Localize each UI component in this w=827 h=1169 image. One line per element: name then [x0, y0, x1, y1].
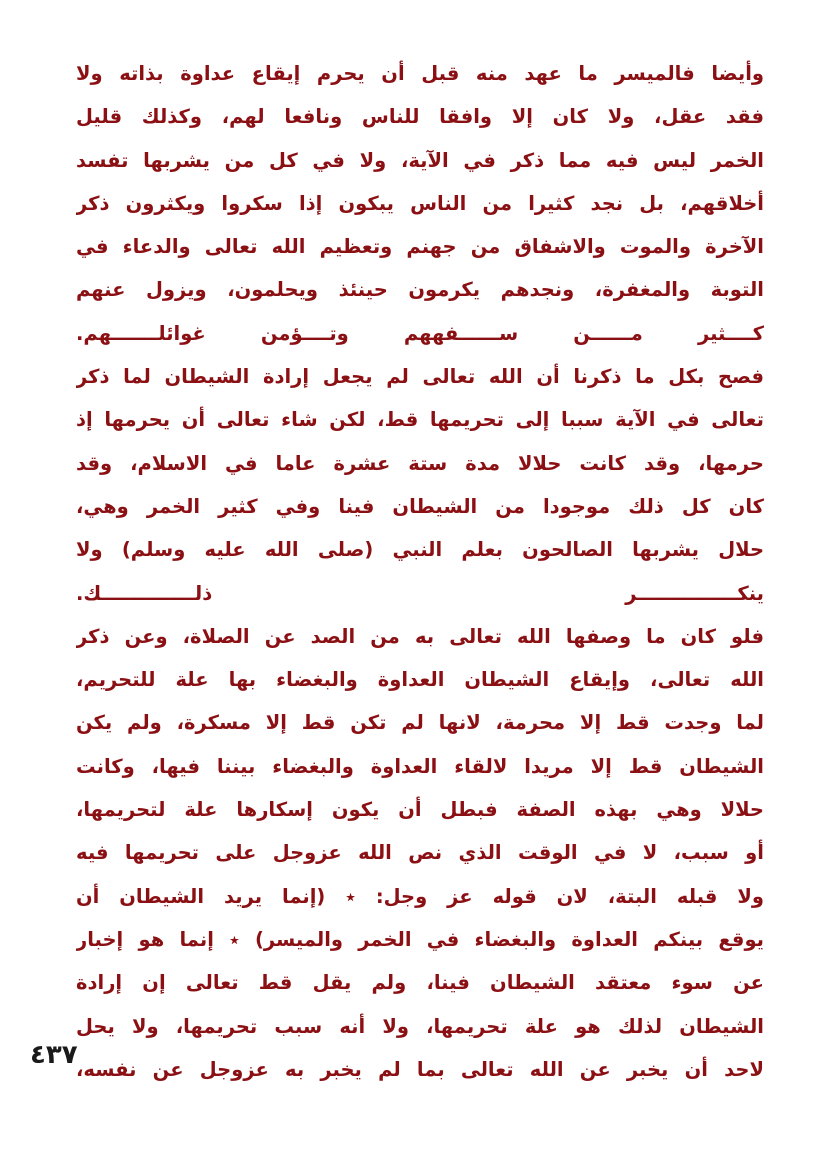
text-line: الشيطان قط إلا مريدا لالقاء العداوة والبغضاء بيننا فيها، وكانت: [76, 754, 764, 778]
text-line: حلال يشربها الصالحون بعلم النبي (صلى الله عليه وسلم) ولا: [76, 538, 764, 562]
text-line: لما وجدت قط إلا محرمة، لانها لم تكن قط إلا مسكرة، ولم يكن: [76, 711, 764, 735]
text-line: أو سبب، لا في الوقت الذي نص الله عزوجل على تحريمها فيه: [76, 841, 764, 865]
body-text: [76, 52, 764, 1091]
text-line: عن سوء معتقد الشيطان فينا، ولم يقل قط تعالى إن إرادة: [76, 971, 764, 995]
text-line: كــــثير مــــــن ســــــفههم وتــــؤمن غوائلـــــــهم.: [76, 321, 764, 345]
text-line: حلالا وهي بهذه الصفة فبطل أن يكون إسكارها علة لتحريمها،: [76, 798, 764, 822]
text-line: فقد عقل، ولا كان إلا وافقا للناس ونافعا لهم، وكذلك قليل: [76, 105, 764, 129]
text-line: فصح بكل ما ذكرنا أن الله تعالى لم يجعل إرادة الشيطان لما ذكر: [76, 365, 764, 389]
text-line: فلو كان ما وصفها الله تعالى به من الصد عن الصلاة، وعن ذكر: [76, 624, 764, 648]
text-line: تعالى في الآية سببا إلى تحريمها قط، لكن شاء تعالى أن يحرمها إذ: [76, 408, 764, 432]
text-line: أخلاقهم، بل نجد كثيرا من الناس يبكون إذا سكروا ويكثرون ذكر: [76, 191, 764, 215]
text-line: الخمر ليس فيه مما ذكر في الآية، ولا في كل من يشربها تفسد: [76, 148, 764, 172]
text-line: يوقع بينكم العداوة والبغضاء في الخمر والميسر) ٭ إنما هو إخبار: [76, 927, 764, 951]
text-line: الشيطان لذلك هو علة تحريمها، ولا أنه سبب تحريمها، ولا يحل: [76, 1014, 764, 1038]
page-number: ٤٣٧: [30, 1040, 78, 1070]
text-line: ينكـــــــــــــــر ذلــــــــــــــك.: [76, 581, 764, 605]
text-line: حرمها، وقد كانت حلالا مدة ستة عشرة عاما في الاسلام، وقد: [76, 451, 764, 475]
text-line: كان كل ذلك موجودا من الشيطان فينا وفي كثير الخمر وهي،: [76, 494, 764, 518]
text-line: ولا قبله البتة، لان قوله عز وجل: ٭ (إنما يريد الشيطان أن: [76, 884, 764, 908]
text-line: وأيضا فالميسر ما عهد منه قبل أن يحرم إيقاع عداوة بذاته ولا: [76, 62, 764, 85]
text-line: الآخرة والموت والاشفاق من جهنم وتعظيم الله تعالى والدعاء في: [76, 235, 764, 259]
text-line: الله تعالى، وإيقاع الشيطان العداوة والبغضاء بها علة للتحريم،: [76, 668, 764, 692]
text-line: لاحد أن يخبر عن الله تعالى بما لم يخبر به عزوجل عن نفسه،: [76, 1057, 764, 1081]
text-line: التوبة والمغفرة، ونجدهم يكرمون حينئذ ويحلمون، ويزول عنهم: [76, 278, 764, 302]
